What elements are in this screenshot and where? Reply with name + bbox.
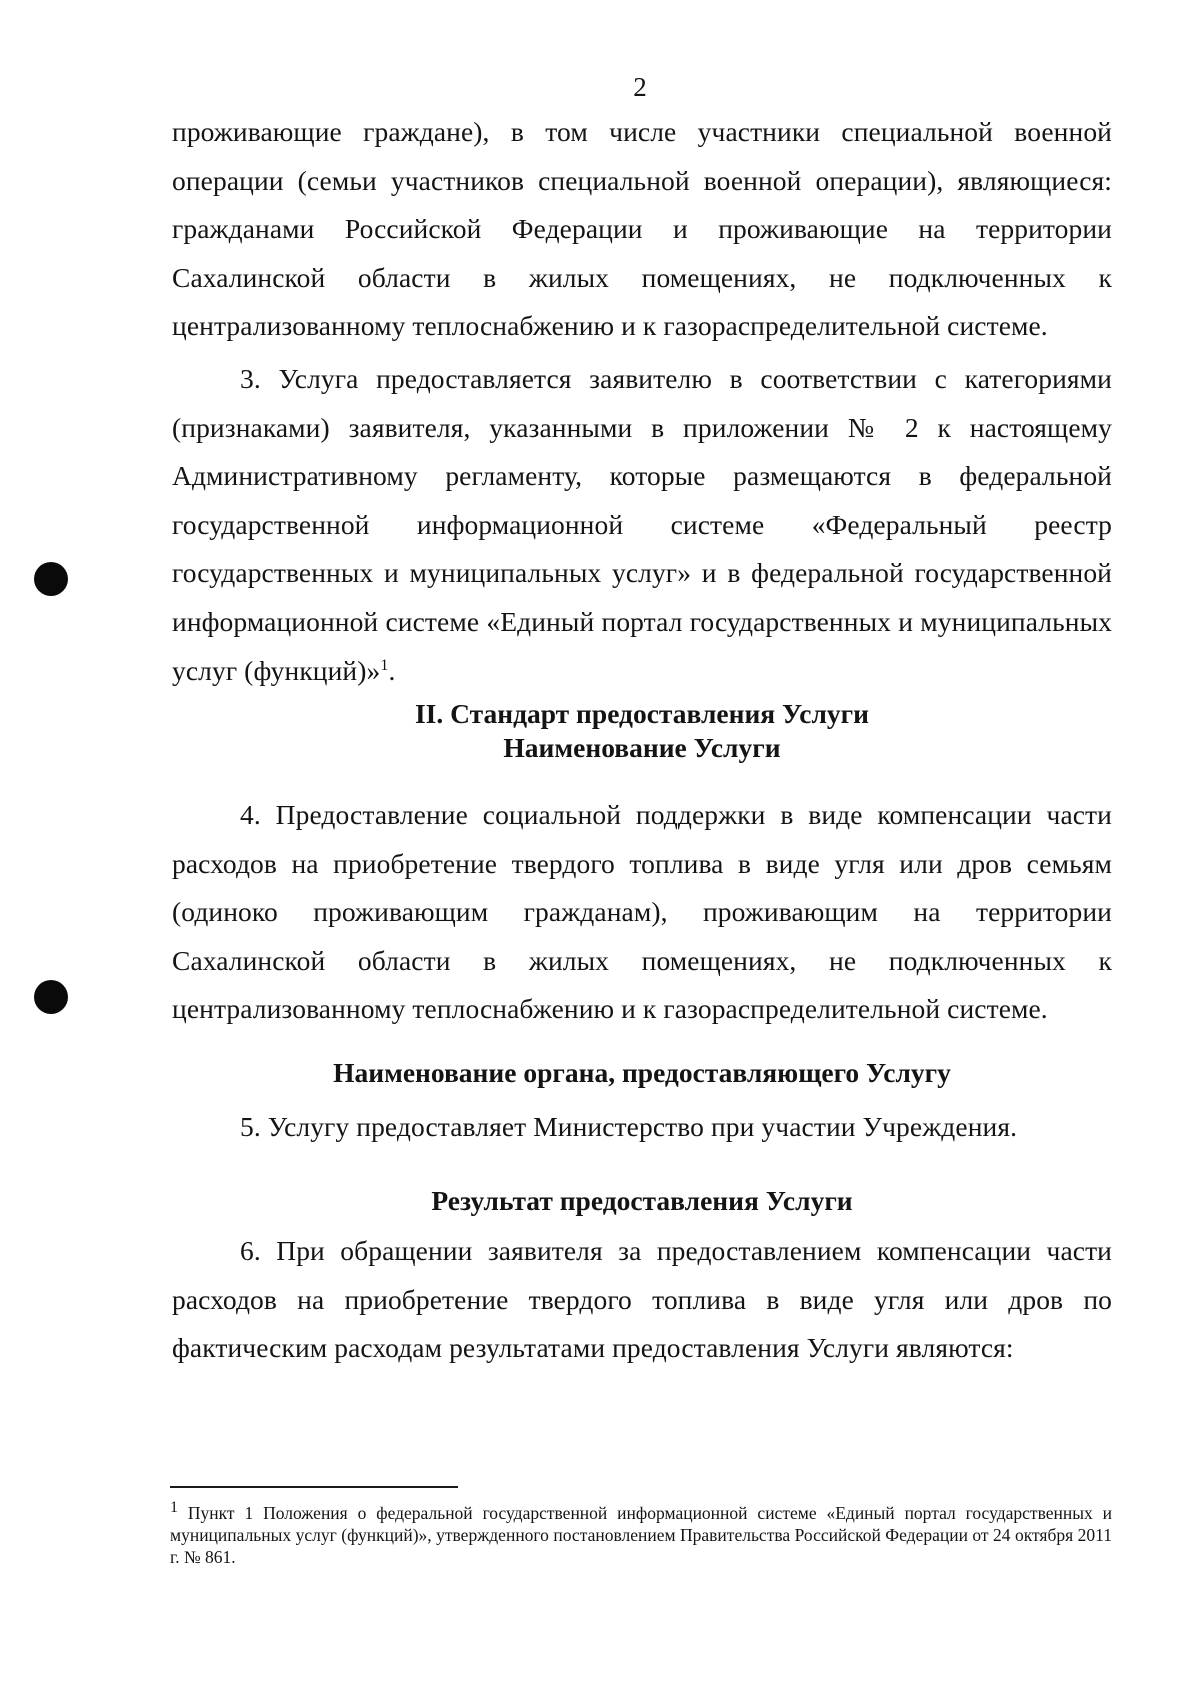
paragraph-3-text: 3. Услуга предоставляется заявителю в соответствии с категориями (признаками) заявителя, указанными в приложении № 2 к настоящему Административному регламенту, которые размещаются в федеральной государственной информационной системе «Федеральный реестр государственных и муниципальных услуг» и в федеральной государственной информационной системе «Единый портал государственных и муниципальных услуг (функций)»	[172, 363, 1112, 686]
punch-hole	[34, 980, 68, 1014]
page-number: 2	[633, 72, 647, 102]
paragraph-5: 5. Услугу предоставляет Министерство при участии Учреждения.	[240, 1111, 1018, 1142]
footnote-text: Пункт 1 Положения о федеральной государственной информационной системе «Единый портал государственных и муниципальных услуг (функций)», утвержденного постановлением Правительства Российской Федерации от 24 октября 2011 г. № 861.	[170, 1503, 1112, 1567]
subsection-heading-result: Результат предоставления Услуги	[431, 1185, 853, 1216]
paragraph-3-end: .	[388, 654, 396, 686]
footnote-reference: 1	[380, 656, 389, 674]
subsection-heading-name: Наименование Услуги	[503, 732, 781, 763]
section-heading: II. Стандарт предоставления Услуги	[414, 698, 869, 729]
footnote	[170, 1499, 1112, 1568]
paragraph-4: 4. Предоставление социальной поддержки в виде компенсации части расходов на приобретение твердого топлива в виде угля или дров семьям (одиноко проживающим гражданам), проживающим на территории Сахалинской области в жилых помещениях, не подключенных к централизованному теплоснабжению и к газораспределительной системе.	[172, 799, 1112, 1025]
subsection-heading-organ: Наименование органа, предоставляющего Услугу	[333, 1057, 951, 1088]
paragraph-3	[172, 355, 1112, 695]
footnote-divider	[170, 1486, 458, 1488]
punch-hole	[34, 562, 68, 596]
paragraph-6: 6. При обращении заявителя за предоставлением компенсации части расходов на приобретение твердого топлива в виде угля или дров по фактическим расходам результатами предоставления Услуги являются:	[172, 1235, 1112, 1364]
footnote-marker: 1	[170, 1499, 178, 1517]
paragraph-continuation: проживающие граждане), в том числе участники специальной военной операции (семьи участников специальной военной операции), являющиеся: гражданами Российской Федерации и проживающие на территории Сахалинской области в жилых помещениях, не подключенных к централизованному теплоснабжению и к газораспределительной системе.	[172, 116, 1112, 342]
